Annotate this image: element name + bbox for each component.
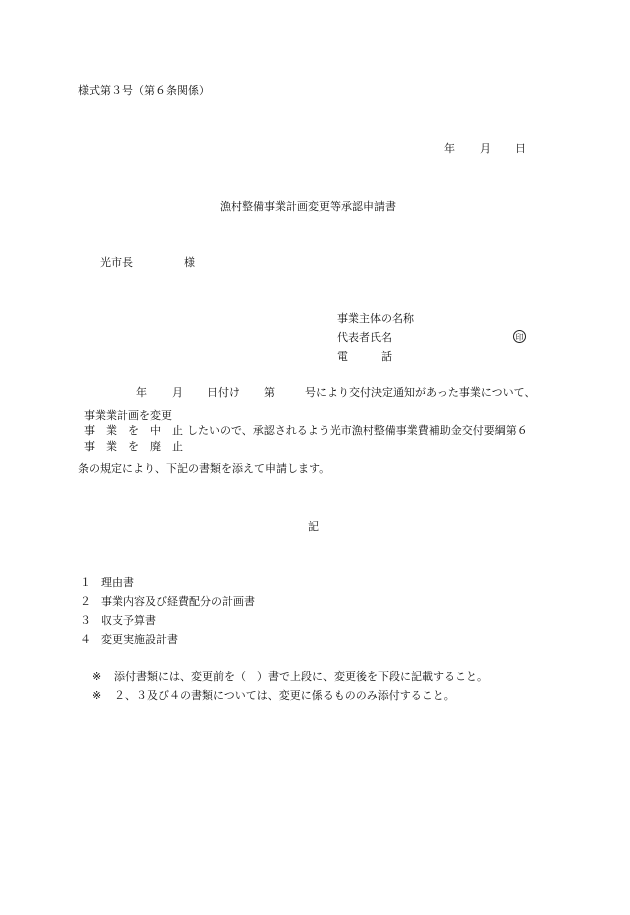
applicant-phone-label: 電 話 [337, 350, 392, 363]
note-text: 添付書類には、変更前を（ ）書で上段に、変更後を下段に記載すること。 [114, 670, 488, 683]
body-line2-text: したいので、承認されるよう光市漁村整備事業費補助金交付要綱第６ [187, 424, 528, 437]
body-month: 月 [172, 386, 183, 399]
list-item-text: 事業内容及び経費配分の計画書 [101, 595, 255, 608]
note-mark: ※ [92, 670, 102, 683]
list-item-number: ４ [80, 633, 91, 646]
body-dai: 第 [264, 386, 275, 399]
note-mark: ※ [92, 689, 102, 702]
body-line3-text: 条の規定により、下記の書類を添えて申請します。 [78, 462, 331, 475]
ki-heading: 記 [308, 520, 319, 533]
list-item-text: 収支予算書 [101, 614, 156, 627]
body-date-suffix: 日付け [207, 386, 240, 399]
option-cancel: 事 業 を 中 止 [84, 424, 183, 437]
date-month-label: 月 [480, 142, 491, 155]
body-line1-text: 号により交付決定通知があった事業について、 [305, 386, 536, 399]
seal-mark: 印 [513, 330, 526, 343]
addressee-honorific: 様 [184, 256, 195, 269]
applicant-representative-label: 代表者氏名 [337, 331, 392, 344]
option-change: 事業業計画を変更 [84, 409, 172, 422]
list-item-text: 理由書 [101, 576, 134, 589]
body-year: 年 [136, 386, 147, 399]
form-number: 様式第３号（第６条関係） [78, 84, 210, 97]
applicant-entity-label: 事業主体の名称 [337, 312, 414, 325]
date-year-label: 年 [444, 142, 455, 155]
option-abolish: 事 業 を 廃 止 [84, 440, 183, 453]
addressee-name: 光市長 [100, 256, 133, 269]
document-title: 漁村整備事業計画変更等承認申請書 [220, 200, 396, 213]
list-item-number: １ [80, 576, 91, 589]
date-day-label: 日 [515, 142, 526, 155]
list-item-number: ３ [80, 614, 91, 627]
list-item-number: ２ [80, 595, 91, 608]
list-item-text: 変更実施設計書 [101, 633, 178, 646]
note-text: ２、３及び４の書類については、変更に係るもののみ添付すること。 [114, 689, 455, 702]
